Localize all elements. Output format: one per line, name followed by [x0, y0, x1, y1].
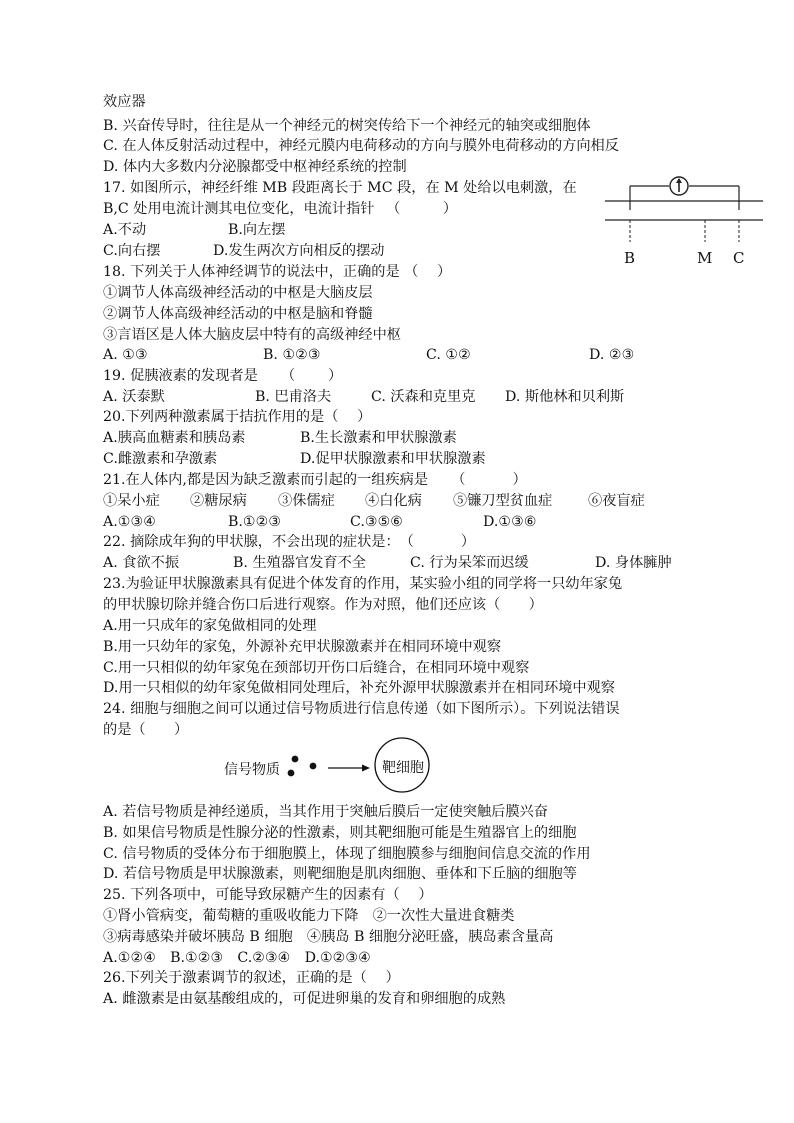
disease-5: ⑤镰刀型贫血症	[453, 493, 553, 509]
option-c: C.向右摆	[103, 243, 161, 259]
question-26-stem: 26.下列关于激素调节的叙述，正确的是（ ）	[103, 970, 400, 986]
option-c: C. 信号物质的受体分布于细胞膜上，体现了细胞膜参与细胞间信息交流的作用	[103, 846, 591, 862]
option-c: C. 行为呆笨而迟缓	[410, 555, 529, 571]
option-c: C.用一只相似的幼年家兔在颈部切开伤口后缝合，在相同环境中观察	[103, 660, 530, 676]
label-c: C	[733, 249, 745, 267]
text-line: 效应器	[103, 94, 146, 110]
question-23-stem: 23.为验证甲状腺激素具有促进个体发育的作用，某实验小组的同学将一只幼年家兔	[103, 576, 623, 592]
option-b: B.向左摆	[228, 222, 286, 238]
option-a: A.用一只成年的家兔做相同的处理	[103, 618, 317, 634]
disease-1: ①呆小症	[103, 493, 160, 509]
option-b: B. 如果信号物质是性腺分泌的性激素，则其靶细胞可能是生殖器官上的细胞	[103, 825, 577, 841]
nerve-fiber-diagram	[605, 176, 765, 246]
option-a: A. 食欲不振	[103, 555, 180, 571]
statement-2: ②调节人体高级神经活动的中枢是脑和脊髓	[103, 306, 373, 322]
option-a: A.不动	[103, 222, 147, 238]
signal-molecule	[310, 763, 317, 770]
question-17-stem: 17. 如图所示，神经纤维 MB 段距离长于 MC 段，在 M 处给以电刺激，在	[103, 180, 577, 196]
option-d-line: D. 体内大多数内分泌腺都受中枢神经系统的控制	[103, 159, 407, 175]
option-a: A. 雌激素是由氨基酸组成的，可促进卵巢的发育和卵细胞的成熟	[103, 991, 506, 1007]
option-a: A.胰高血糖素和胰岛素	[103, 430, 246, 446]
option-d: D.发生两次方向相反的摆动	[213, 243, 385, 259]
question-25-stem: 25. 下列各项中，可能导致尿糖产生的因素有（ ）	[103, 887, 433, 903]
option-d: D. 斯他林和贝利斯	[505, 389, 625, 405]
option-a: A. 沃泰默	[103, 389, 165, 405]
signal-substance-label: 信号物质	[224, 762, 280, 778]
option-b: B. ①②③	[263, 347, 321, 363]
question-24-stem-2: 的是（ ）	[103, 722, 189, 738]
question-25-options: A.①②④ B.①②③ C.②③④ D.①②③④	[103, 950, 371, 966]
option-d: D.促甲状腺激素和甲状腺激素	[300, 451, 486, 467]
option-a: A.①③④	[103, 514, 156, 530]
question-23-stem-2: 的甲状腺切除并缝合伤口后进行观察。作为对照，他们还应该（ ）	[103, 597, 543, 613]
option-d: D. 若信号物质是甲状腺激素，则靶细胞是肌肉细胞、垂体和下丘脑的细胞等	[103, 866, 577, 882]
disease-4: ④白化病	[365, 493, 422, 509]
option-b: B. 巴甫洛夫	[255, 389, 332, 405]
statement-1: ①调节人体高级神经活动的中枢是大脑皮层	[103, 285, 373, 301]
option-d: D. ②③	[589, 347, 635, 363]
question-19-stem: 19. 促胰液素的发现者是 （ ）	[103, 368, 343, 384]
option-d: D. 身体臃肿	[595, 555, 672, 571]
question-24-stem: 24. 细胞与细胞之间可以通过信号物质进行信息传递（如下图所示）。下列说法错误	[103, 701, 620, 717]
disease-6: ⑥夜盲症	[588, 493, 645, 509]
option-c: C.雌激素和孕激素	[103, 451, 218, 467]
question-22-stem: 22. 摘除成年狗的甲状腺，不会出现的症状是： （ ）	[103, 534, 476, 550]
option-b: B.生长激素和甲状腺激素	[300, 430, 457, 446]
option-c: C. ①②	[426, 347, 471, 363]
option-c-line: C. 在人体反射活动过程中，神经元膜内电荷移动的方向与膜外电荷移动的方向相反	[103, 138, 619, 154]
signal-figure	[224, 735, 444, 797]
target-cell-label: 靶细胞	[382, 760, 424, 776]
option-c: C. 沃森和克里克	[371, 389, 476, 405]
statement-3: ③言语区是人体大脑皮层中特有的高级神经中枢	[103, 327, 401, 343]
disease-2: ②糖尿病	[190, 493, 247, 509]
option-b: B. 生殖器官发育不全	[233, 555, 366, 571]
question-20-stem: 20.下列两种激素属于拮抗作用的是（ ）	[103, 409, 372, 425]
label-b: B	[624, 249, 636, 267]
option-a: A. 若信号物质是神经递质，当其作用于突触后膜后一定使突触后膜兴奋	[103, 804, 548, 820]
question-21-stem: 21.在人体内,都是因为缺乏激素而引起的一组疾病是 （ ）	[103, 472, 527, 488]
question-17-stem-2: B,C 处用电流计测其电位变化，电流计指针 （ ）	[103, 201, 458, 217]
signal-molecule	[288, 770, 295, 777]
option-d: D.①③⑥	[483, 514, 537, 530]
label-m: M	[697, 249, 713, 267]
option-a: A. ①③	[103, 347, 148, 363]
factor-1-2: ①肾小管病变，葡萄糖的重吸收能力下降 ②一次性大量进食糖类	[103, 908, 515, 924]
question-18-stem: 18. 下列关于人体神经调节的说法中，正确的是 （ ）	[103, 264, 452, 280]
nerve-fiber-figure	[605, 176, 765, 271]
option-c: C.③⑤⑥	[350, 514, 404, 530]
option-b: B.①②③	[228, 514, 282, 530]
option-b: B.用一只幼年的家兔，外源补充甲状腺激素并在相同环境中观察	[103, 639, 502, 655]
option-b-line: B. 兴奋传导时，往往是从一个神经元的树突传给下一个神经元的轴突或细胞体	[103, 118, 591, 134]
option-d: D.用一只相似的幼年家兔做相同处理后，补充外源甲状腺激素并在相同环境中观察	[103, 680, 615, 696]
signal-molecule	[292, 756, 299, 763]
arrow-icon	[362, 765, 370, 772]
factor-3-4: ③病毒感染并破坏胰岛 B 细胞 ④胰岛 B 细胞分泌旺盛，胰岛素含量高	[103, 929, 554, 945]
disease-3: ③侏儒症	[278, 493, 335, 509]
